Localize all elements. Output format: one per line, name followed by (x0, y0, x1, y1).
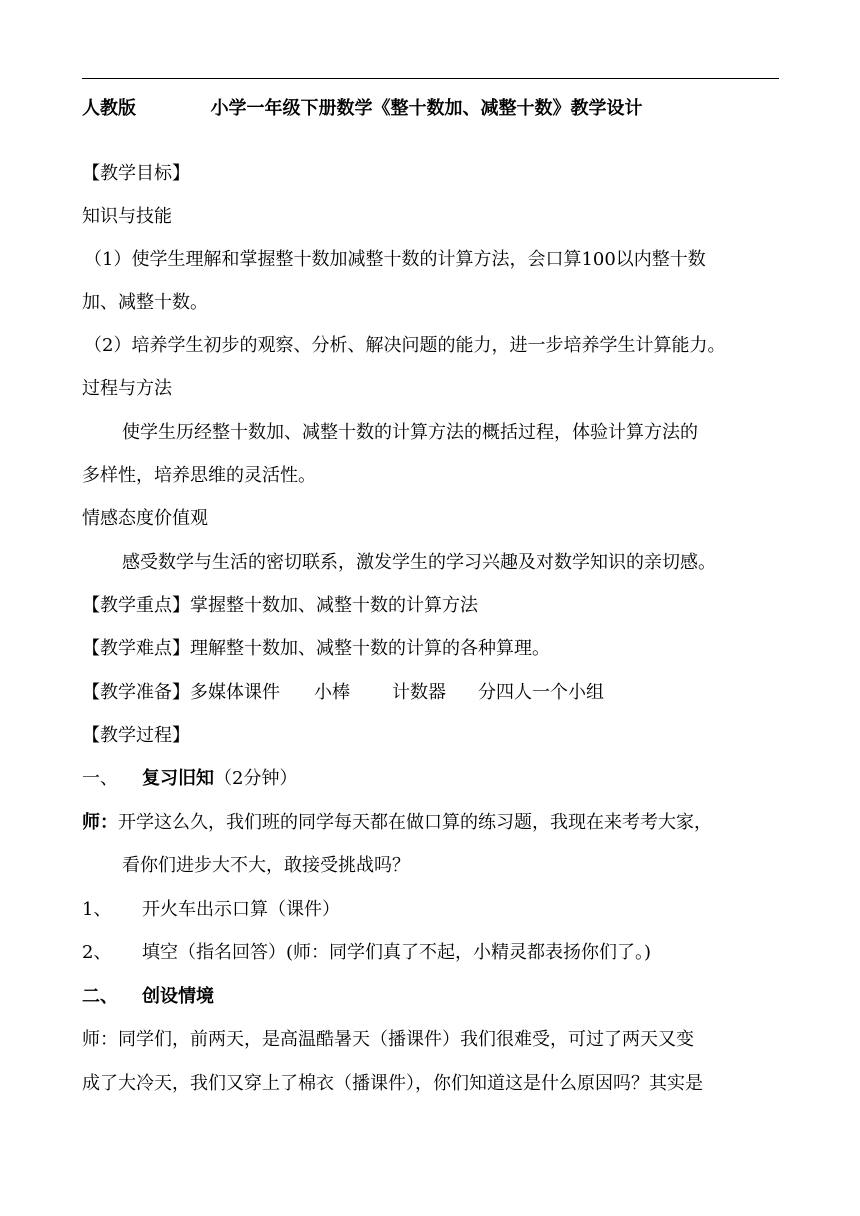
document-header (82, 97, 643, 121)
list-item-text: 开火车出示口算（课件） (142, 899, 340, 920)
teacher-label: 师： (82, 812, 118, 833)
knowledge-item-1-line2: 加、减整十数。 (82, 292, 208, 313)
document-title: 小学一年级下册数学《整十数加、减整十数》教学设计 (210, 98, 643, 119)
teacher-remark-2-line2: 成了大冷天，我们又穿上了棉衣（播课件），你们知道这是什么原因吗？其实是 (82, 1073, 703, 1094)
list-item-number: 1、 (82, 899, 112, 920)
teacher-remark-1-line1 (82, 811, 712, 835)
preparation-label: 【教学准备】 (82, 682, 190, 703)
knowledge-heading: 知识与技能 (82, 206, 172, 227)
emotion-heading: 情感态度价值观 (82, 508, 208, 529)
section-1-time: （2分钟） (214, 768, 298, 789)
section-1-number: 一、 (82, 768, 118, 789)
process-method-heading: 过程与方法 (82, 378, 172, 399)
difficulty-label: 【教学难点】 (82, 638, 190, 659)
list-item (82, 898, 340, 922)
section-1-title: 复习旧知 (142, 768, 214, 789)
key-point-row (82, 594, 478, 618)
preparation-item: 分四人一个小组 (478, 682, 604, 703)
publisher-label: 人教版 (82, 98, 136, 119)
knowledge-item-2: （2）培养学生初步的观察、分析、解决问题的能力，进一步培养学生计算能力。 (84, 335, 726, 356)
section-2-title: 创设情境 (142, 986, 214, 1007)
preparation-item: 计数器 (392, 682, 446, 703)
emotion-text: 感受数学与生活的密切联系，激发学生的学习兴趣及对数学知识的亲切感。 (122, 552, 716, 573)
knowledge-item-1-line1: （1）使学生理解和掌握整十数加减整十数的计算方法，会口算100以内整十数 (84, 249, 706, 270)
preparation-row (82, 681, 604, 705)
preparation-item: 多媒体课件 (190, 682, 280, 703)
list-item-text: 填空（指名回答）(师：同学们真了不起，小精灵都表扬你们了。) (142, 942, 652, 963)
section-1-heading (82, 767, 297, 791)
key-point-text: 掌握整十数加、减整十数的计算方法 (190, 595, 478, 616)
process-heading: 【教学过程】 (82, 725, 190, 746)
difficulty-row (82, 637, 550, 661)
header-rule (82, 78, 779, 79)
teacher-remark-2-line1: 师：同学们，前两天，是高温酷暑天（播课件）我们很难受，可过了两天又变 (82, 1029, 694, 1050)
process-method-line2: 多样性，培养思维的灵活性。 (82, 465, 316, 486)
section-2-number: 二、 (82, 986, 118, 1007)
teacher-remark-1-text: 开学这么久，我们班的同学每天都在做口算的练习题，我现在来考考大家， (118, 812, 712, 833)
preparation-item: 小棒 (314, 682, 350, 703)
difficulty-text: 理解整十数加、减整十数的计算的各种算理。 (190, 638, 550, 659)
objectives-heading: 【教学目标】 (82, 163, 190, 184)
teacher-remark-1-line2: 看你们进步大不大，敢接受挑战吗？ (122, 855, 410, 876)
list-item (82, 941, 651, 965)
list-item-number: 2、 (82, 942, 112, 963)
key-point-label: 【教学重点】 (82, 595, 190, 616)
section-2-heading (82, 985, 214, 1009)
process-method-line1: 使学生历经整十数加、减整十数的计算方法的概括过程，体验计算方法的 (122, 422, 698, 443)
